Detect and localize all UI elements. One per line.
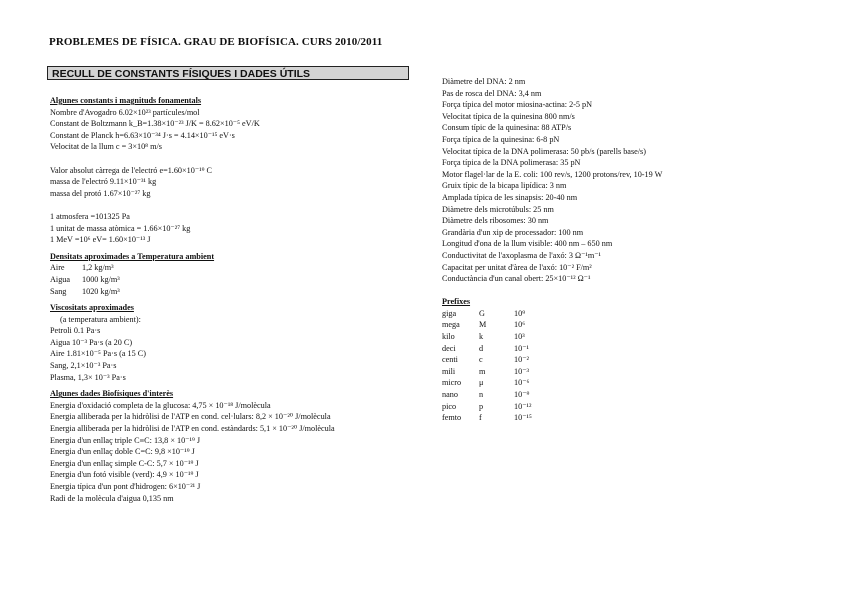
biophysical-data-heading: Algunes dades Biofísiques d'interès — [50, 389, 174, 399]
prefix-row: kilo k 10³ — [442, 332, 525, 342]
bio-line: Consum típic de la quinesina: 88 ATP/s — [442, 123, 572, 133]
document-title: PROBLEMES DE FÍSICA. GRAU DE BIOFÍSICA. CURS 2010/2011 — [49, 36, 383, 48]
prefix-row: giga G 10⁹ — [442, 308, 526, 318]
prefix-row: pico p 10⁻¹² — [442, 401, 532, 411]
bio-line: Radi de la molècula d'aigua 0,135 nm — [50, 493, 174, 503]
prefix-row: mega M 10⁶ — [442, 320, 526, 330]
prefixes-table — [442, 308, 532, 424]
bio-line: Energia d'un enllaç triple C≡C: 13,8 × 10⁻¹⁹ J — [50, 435, 201, 445]
constant-line: Nombre d'Avogadro 6.02×10²³ partícules/mol — [50, 107, 200, 117]
bio-line: Gruix típic de la bicapa lipídica: 3 nm — [442, 181, 567, 191]
spacer — [50, 199, 335, 211]
bio-line: Energia alliberada per la hidròlisi de l'ATP en cond. estàndards: 5,1 × 10⁻²⁰ J/molècula — [50, 424, 335, 434]
prefix-row: mili m 10⁻³ — [442, 366, 529, 376]
bio-line: Motor flagel·lar de la E. coli: 100 rev/s, 1200 protons/rev, 10-19 W — [442, 169, 663, 179]
bio-line: Força típica de la quinesina: 6-8 pN — [442, 134, 560, 144]
viscosity-line: Aigua 10⁻³ Pa·s (a 20 C) — [50, 337, 133, 347]
bio-line: Conductància d'un canal obert: 25×10⁻¹² Ω⁻¹ — [442, 274, 591, 284]
viscosity-line: Aire 1.81×10⁻⁵ Pa·s (a 15 C) — [50, 349, 146, 359]
constant-line: massa del protó 1.67×10⁻²⁷ kg — [50, 188, 151, 198]
fundamental-constants-heading: Algunes constants i magnituds fonamentals — [50, 96, 202, 105]
densities-heading: Densitats aproximades a Temperatura ambient — [50, 251, 215, 261]
unit-line: 1 MeV =10⁶ eV= 1.60×10⁻¹³ J — [50, 235, 151, 245]
spacer — [50, 153, 335, 165]
bio-line: Energia d'un enllaç simple C-C: 5,7 × 10⁻¹⁹ J — [50, 458, 199, 468]
bio-line: Grandària d'un xip de processador: 100 nm — [442, 227, 584, 237]
constant-line: Constant de Boltzmann k_B=1.38×10⁻²³ J/K = 8.62×10⁻⁵ eV/K — [50, 119, 260, 129]
bio-line: Energia típica d'un pont d'hidrogen: 6×10⁻²¹ J — [50, 482, 201, 491]
bio-line: Pas de rosca del DNA: 3,4 nm — [442, 88, 542, 98]
viscosity-line: Sang, 2,1×10⁻³ Pa·s — [50, 361, 117, 371]
prefix-row: deci d 10⁻¹ — [442, 343, 529, 353]
density-row: Aigua 1000 kg/m³ — [50, 274, 120, 284]
bio-line: Diàmetre del DNA: 2 nm — [442, 77, 526, 86]
prefixes-heading: Prefixes — [442, 297, 471, 307]
bio-line: Diàmetre dels ribosomes: 30 nm — [442, 216, 549, 226]
bio-line: Diàmetre dels microtúbuls: 25 nm — [442, 204, 554, 214]
left-column — [50, 95, 335, 504]
spacer — [442, 285, 662, 297]
viscosities-heading: Viscositats aproximades — [50, 303, 134, 313]
prefix-row: femto f 10⁻¹⁵ — [442, 413, 532, 423]
bio-line: Conductivitat de l'axoplasma de l'axó: 3 Ω⁻¹m⁻¹ — [442, 250, 602, 260]
bio-line: Energia d'un enllaç doble C=C: 9,8 ×10⁻¹⁹ J — [50, 447, 195, 457]
bio-line: Velocitat típica de la quinesina 800 nm/s — [442, 111, 575, 121]
bio-line: Energia alliberada per la hidròlisi de l'ATP en cond. cel·lulars: 8,2 × 10⁻²⁰ J/molècula — [50, 412, 331, 422]
bio-line: Força típica del motor miosina-actina: 2-5 pN — [442, 100, 593, 110]
bio-line: Velocitat típica de la DNA polimerasa: 50 pb/s (parells base/s) — [442, 146, 646, 156]
viscosity-line: Plasma, 1,3× 10⁻³ Pa·s — [50, 372, 126, 382]
density-row: Sang 1020 kg/m³ — [50, 286, 120, 296]
constant-line: massa de l'electró 9.11×10⁻³¹ kg — [50, 177, 157, 187]
viscosity-note: (a temperatura ambient): — [60, 314, 141, 324]
constant-line: Constant de Planck h=6.63×10⁻³⁴ J·s = 4.14×10⁻¹⁵ eV·s — [50, 130, 235, 140]
bio-line: Longitud d'ona de la llum visible: 400 nm – 650 nm — [442, 239, 613, 249]
bio-line: Força típica de la DNA polimerasa: 35 pN — [442, 158, 581, 168]
unit-line: 1 unitat de massa atòmica = 1.66×10⁻²⁷ kg — [50, 223, 191, 233]
density-row: Aire 1,2 kg/m³ — [50, 263, 114, 273]
section-box-title: RECULL DE CONSTANTS FÍSIQUES I DADES ÚTILS — [47, 66, 409, 80]
bio-line: Capacitat per unitat d'àrea de l'axó: 10⁻² F/m² — [442, 262, 592, 272]
bio-line: Energia d'un fotó visible (verd): 4,9 × 10⁻¹⁹ J — [50, 470, 199, 480]
viscosity-line: Petroli 0.1 Pa·s — [50, 326, 101, 336]
right-column — [442, 76, 662, 424]
prefix-row: centi c 10⁻² — [442, 355, 529, 365]
prefix-row: micro μ 10⁻⁶ — [442, 378, 530, 388]
constant-line: Valor absolut càrrega de l'electró e=1.60×10⁻¹⁹ C — [50, 165, 212, 175]
bio-line: Amplada típica de les sinapsis: 20-40 nm — [442, 192, 578, 202]
prefix-row: nano n 10⁻⁹ — [442, 390, 530, 400]
unit-line: 1 atmosfera =101325 Pa — [50, 211, 130, 221]
constant-line: Velocitat de la llum c = 3×10⁸ m/s — [50, 142, 162, 152]
bio-line: Energia d'oxidació completa de la glucosa: 4,75 × 10⁻¹⁸ J/molècula — [50, 400, 271, 410]
